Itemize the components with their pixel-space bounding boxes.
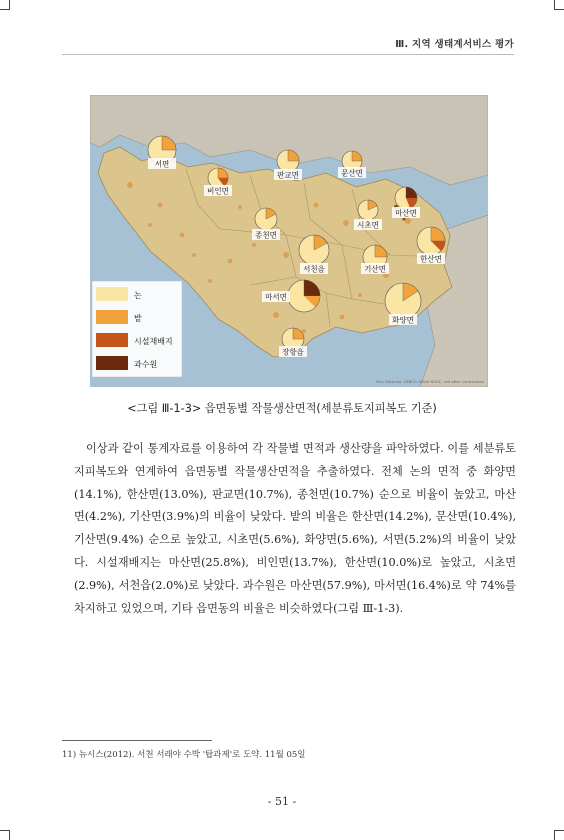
place-label: 장항읍 xyxy=(282,347,304,357)
footnote-rule xyxy=(62,740,212,741)
place-label: 비인면 xyxy=(207,186,229,196)
place-label: 한산면 xyxy=(420,254,442,264)
body-paragraph: 이상과 같이 통계자료를 이용하여 각 작물별 면적과 생산량을 파악하였다. 이를 세분류토지피복도와 연계하여 읍면동별 작물생산면적을 추출하였다. 전체 논의 면적 중 화양면(14.1%), 한산면(13.0%), 판교면(10.7%), 종천면(10.7%) 순으로 비율이 높았고, 마산면(4.2%), 기산면(3.9%)의 비율이 낮았다. 밭의 비율은 한산면(14.2%), 문산면(10.4%), 기산면(9.4%) 순으로 높았고, 시초면(5.6%), 화양면(5.6%), 서면(5.2%)의 비율이 낮았다. 시설재배지는 마산면(25.8%), 비인면(13.7%), 한산면(10.0%)로 높았고, 시초면(2.9%), 서천읍(2.0%)로 낮았다. 과수원은 마산면(57.9%), 마서면(16.4%)로 약 74%를 차지하고 있었으며, 기타 읍면동의 비율은 비슷하였다(그림 Ⅲ-1-3). xyxy=(74,442,516,615)
legend-swatch xyxy=(96,356,128,370)
legend-label: 밭 xyxy=(134,314,142,323)
place-label: 서천읍 xyxy=(303,264,325,274)
crop-mark xyxy=(0,830,10,840)
legend-label: 논 xyxy=(134,291,142,300)
crop-mark xyxy=(554,0,564,10)
place-label: 시초면 xyxy=(357,220,379,230)
footnote: 11) 뉴시스(2012). 서천 서래야 수박 '탑과제'로 도약. 11월 05일 xyxy=(62,750,306,760)
map-legend xyxy=(92,281,182,377)
pie-한산면 xyxy=(417,227,445,264)
page-number: - 51 - xyxy=(267,795,297,808)
running-header: Ⅲ. 지역 생태계서비스 평가 xyxy=(395,39,514,50)
legend-label: 과수원 xyxy=(134,360,158,369)
header-rule xyxy=(62,54,514,55)
crop-mark xyxy=(554,830,564,840)
place-label: 서면 xyxy=(154,159,170,169)
legend-label: 시설재배지 xyxy=(134,337,173,346)
legend-swatch xyxy=(96,310,128,324)
figure-caption: <그림 Ⅲ-1-3> 읍면동별 작물생산면적(세분류토지피복도 기준) xyxy=(127,402,437,415)
crop-mark xyxy=(0,0,10,10)
place-label: 마산면 xyxy=(395,208,417,218)
place-label: 기산면 xyxy=(364,264,386,274)
place-label: 마서면 xyxy=(265,292,287,302)
place-label: 문산면 xyxy=(341,168,363,178)
legend-swatch xyxy=(96,287,128,301)
pie-화양면 xyxy=(385,283,421,325)
pie-서천읍 xyxy=(299,235,329,274)
crop-area-map xyxy=(90,95,488,387)
map-attribution: Esri, DeLorme, GEBCO, NOAA NGDC, and other contributors xyxy=(376,380,484,384)
pie-서면 xyxy=(148,136,176,169)
legend-swatch xyxy=(96,333,128,347)
place-label: 화양면 xyxy=(392,315,414,325)
body-text xyxy=(74,438,516,620)
place-label: 종천면 xyxy=(255,230,277,240)
place-label: 판교면 xyxy=(277,170,299,180)
